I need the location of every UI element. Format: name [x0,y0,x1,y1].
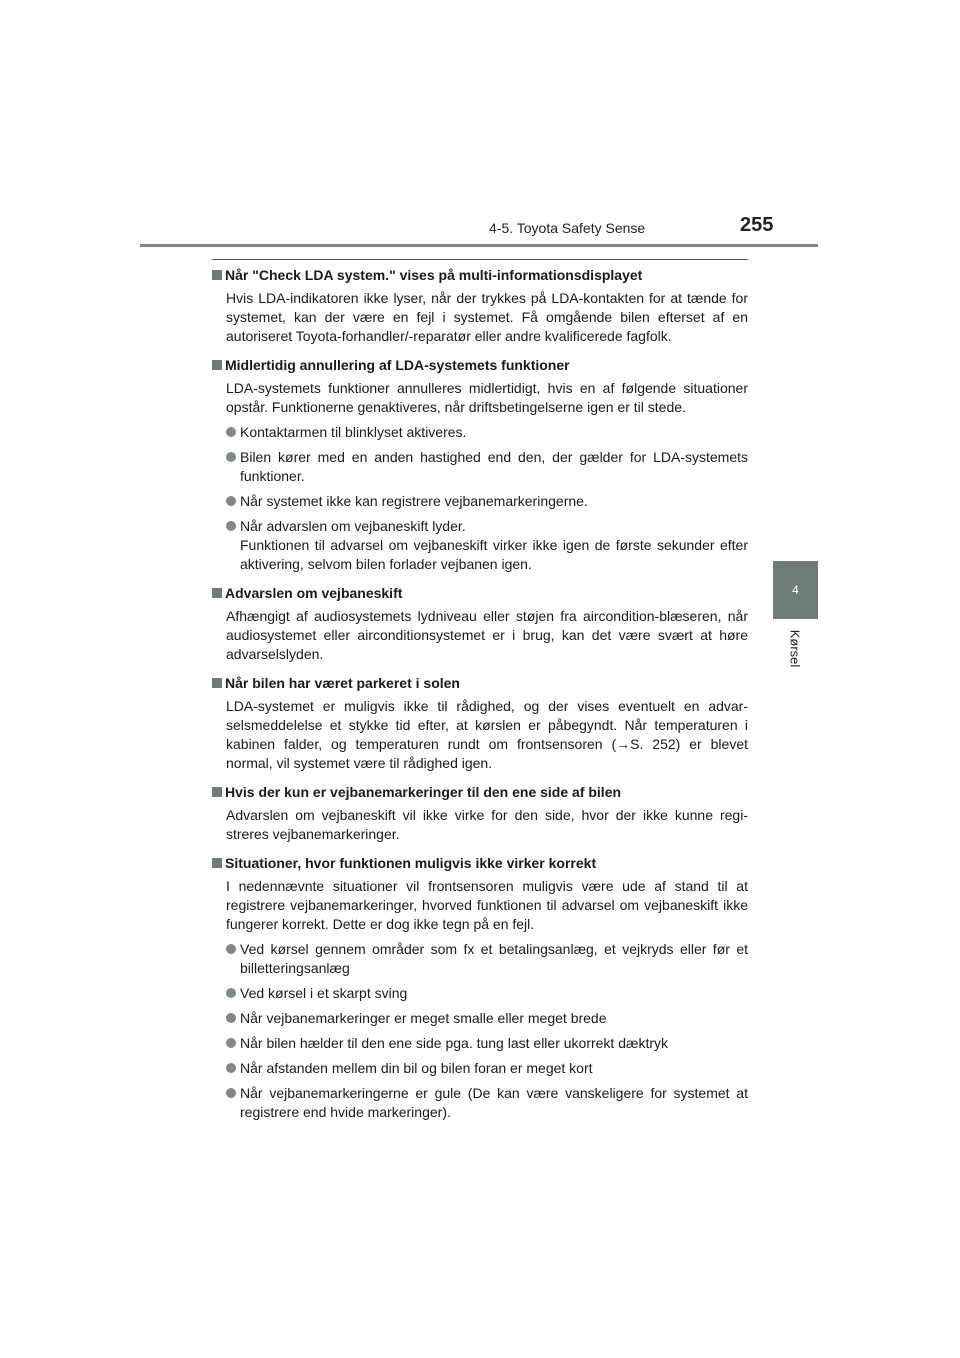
list-item [226,1009,748,1028]
list-item-text: Bilen kører med en anden hastighed end den, der gælder for LDA-systemets funktioner. [240,449,748,484]
page-content [212,266,748,1122]
section-body: Advarslen om vejbaneskift vil ikke virke for den side, hvor der ikke kunne regi-streres vejbanemarkeringer. [226,807,748,842]
list-item [226,1059,748,1078]
circle-bullet-icon [226,521,236,531]
circle-bullet-icon [226,452,236,462]
header-divider [140,244,818,247]
chapter-label [771,626,819,670]
section-heading-text: Når bilen har været parkeret i solen [225,675,460,691]
section-heading-text: Advarslen om vejbaneskift [225,585,403,601]
square-bullet-icon [212,678,222,688]
circle-bullet-icon [226,944,236,954]
section-heading-text: Situationer, hvor funktionen muligvis ikke virker korrekt [225,855,597,871]
circle-bullet-icon [226,988,236,998]
section-body: I nedennævnte situationer vil frontsensoren muligvis være ude af stand til at registrere vejbanemarkeringer, hvorved funktionen til advarsel om vejbaneskift ikke fungerer korrekt. Dette er dog ikke tegn på en fejl. [226,878,748,932]
circle-bullet-icon [226,1038,236,1048]
square-bullet-icon [212,360,222,370]
list-item-extra-text: Funktionen til advarsel om vejbaneskift virker ikke igen de første sekunder efter aktivering, selvom bilen forlader vejbanen igen. [240,537,748,572]
section-heading [212,584,748,603]
circle-bullet-icon [226,1013,236,1023]
section-heading [212,356,748,375]
list-item [226,423,748,442]
list-item-text: Kontaktarmen til blinklyset aktiveres. [240,424,467,440]
list-item [226,517,748,574]
content-divider [212,259,748,260]
list-item [226,1084,748,1122]
circle-bullet-icon [226,496,236,506]
square-bullet-icon [212,787,222,797]
list-item-text: Når systemet ikke kan registrere vejbanemarkeringerne. [240,493,588,509]
section-heading [212,783,748,802]
list-item-text: Når bilen hælder til den ene side pga. tung last eller ukorrekt dæktryk [240,1035,668,1051]
section-heading [212,854,748,873]
section-heading [212,674,748,693]
section-body: Afhængigt af audiosystemets lydniveau eller støjen fra aircondition-blæseren, når audiosystemet eller airconditionsystemet er i brug, kan det være svært at høre advarselslyden. [226,608,748,662]
section-body: LDA-systemets funktioner annulleres midlertidigt, hvis en af følgende situationer opstår. Funktionerne genaktiveres, når driftsbetingelserne igen er til stede. [226,380,748,415]
section-body: LDA-systemet er muligvis ikke til rådighed, og der vises eventuelt en advar-selsmeddelelse et stykke tid efter, at kørslen er påbegyndt. Når temperaturen i kabinen falder, og temperaturen rundt om frontsensoren (→S. 252) er blevet normal, vil systemet være til rådighed igen. [226,698,748,771]
list-item [226,492,748,511]
list-item-text: Når afstanden mellem din bil og bilen foran er meget kort [240,1060,593,1076]
chapter-label-text: Kørsel [787,629,803,667]
circle-bullet-icon [226,1063,236,1073]
list-item [226,940,748,978]
list-item-text: Når advarslen om vejbaneskift lyder. [240,518,466,534]
section-body: Hvis LDA-indikatoren ikke lyser, når der trykkes på LDA-kontakten for at tænde for systemet, kan der være en fejl i systemet. Få omgående bilen efterset af en autoriseret Toyota-forhandler/-reparatør eller andre kvalificerede fagfolk. [226,290,748,344]
list-item-text: Ved kørsel i et skarpt sving [240,985,408,1001]
section-heading-text: Når "Check LDA system." vises på multi-informationsdisplayet [225,267,643,283]
section-heading [212,266,748,285]
list-item [226,984,748,1003]
list-item-text: Når vejbanemarkeringer er meget smalle eller meget brede [240,1010,607,1026]
page-number: 255 [740,214,774,236]
square-bullet-icon [212,858,222,868]
list-item [226,448,748,486]
circle-bullet-icon [226,427,236,437]
square-bullet-icon [212,270,222,280]
section-header: 4-5. Toyota Safety Sense [489,220,646,236]
chapter-tab: 4 [773,561,818,619]
section-heading-text: Midlertidig annullering af LDA-systemets funktioner [225,357,570,373]
list-item-text: Ved kørsel gennem områder som fx et betalingsanlæg, et vejkryds eller før et billetteringsanlæg [240,941,748,976]
section-heading-text: Hvis der kun er vejbanemarkeringer til den ene side af bilen [225,784,622,800]
square-bullet-icon [212,588,222,598]
circle-bullet-icon [226,1088,236,1098]
list-item-text: Når vejbanemarkeringerne er gule (De kan være vanskeligere for systemet at registrere end hvide markeringer). [240,1085,748,1120]
list-item [226,1034,748,1053]
